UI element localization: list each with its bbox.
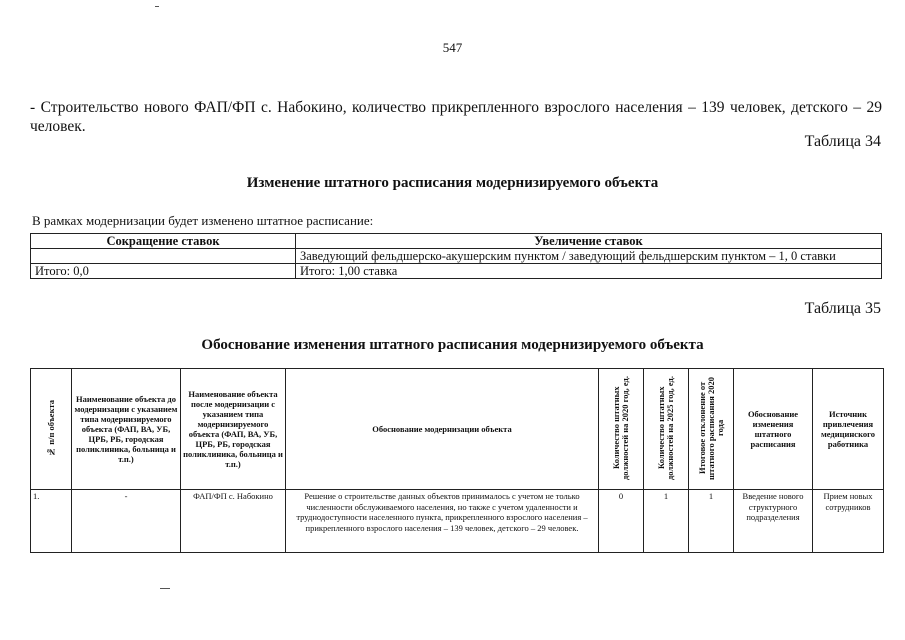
- staffing-change-table: [30, 233, 882, 279]
- staffing-justification-table: [30, 368, 884, 553]
- header-deviation: Итоговое отклонение от штатного расписания 2020 года: [689, 369, 734, 490]
- header-object-number: № п/п объекта: [31, 369, 72, 490]
- table-34-label: Таблица 34: [804, 133, 881, 150]
- increase-position-cell: Заведующий фельдшерско-акушерским пунктом / заведующий фельдшерским пунктом – 1, 0 ставки: [296, 249, 882, 264]
- row-number: 1.: [31, 490, 72, 553]
- header-worker-source: Источник привлечения медицинского работника: [813, 369, 884, 490]
- row-justification: Решение о строительстве данных объектов принималось с учетом не только численности обслуживаемого населения, но также с учетом удаленности и труднодоступности населенного пункта, прикрепленного взрослого населения – прикрепленного взрослого населения – 139 человек, детского – 29 человек.: [286, 490, 599, 553]
- row-change-reason: Введение нового структурного подразделения: [734, 490, 813, 553]
- header-object-before: Наименование объекта до модернизации с указанием типа модернизируемого объекта (ФАП, ВА, УБ, ЦРБ, РБ, городская поликлиника, больница и т.п.): [72, 369, 181, 490]
- table-row: [31, 490, 884, 553]
- increase-header: Увеличение ставок: [296, 234, 882, 249]
- table-34-title: Изменение штатного расписания модернизируемого объекта: [246, 175, 659, 191]
- row-object-before: -: [72, 490, 181, 553]
- row-worker-source: Прием новых сотрудников: [813, 490, 884, 553]
- header-change-reason: Обоснование изменения штатного расписания: [734, 369, 813, 490]
- row-deviation: 1: [689, 490, 734, 553]
- total-reduction: Итого: 0,0: [31, 264, 296, 279]
- scan-speck: [160, 588, 170, 589]
- header-count-2020: Количество штатных должностей на 2020 год, ед.: [599, 369, 644, 490]
- reduction-header: Сокращение ставок: [31, 234, 296, 249]
- staffing-change-paragraph: В рамках модернизации будет изменено штатное расписание:: [32, 213, 374, 228]
- header-count-2025: Количество штатных должностей на 2025 год, ед.: [644, 369, 689, 490]
- scan-speck: [155, 6, 159, 7]
- reduction-cell: [31, 249, 296, 264]
- total-increase: Итого: 1,00 ставка: [296, 264, 882, 279]
- header-object-after: Наименование объекта после модернизации с указанием типа модернизируемого объекта (ФАП, ВА, УБ, ЦРБ, РБ, городская поликлиника, больница и т.п.): [181, 369, 286, 490]
- row-count-2025: 1: [644, 490, 689, 553]
- table-35-title: Обоснование изменения штатного расписания модернизируемого объекта: [201, 337, 704, 353]
- intro-paragraph: - Строительство нового ФАП/ФП с. Набокино, количество прикрепленного взрослого населения – 139 человек, детского – 29 человек.: [30, 99, 882, 135]
- row-object-after: ФАП/ФП с. Набокино: [181, 490, 286, 553]
- page-number: 547: [442, 40, 463, 55]
- table-35-label: Таблица 35: [804, 300, 881, 317]
- header-justification: Обоснование модернизации объекта: [286, 369, 599, 490]
- row-count-2020: 0: [599, 490, 644, 553]
